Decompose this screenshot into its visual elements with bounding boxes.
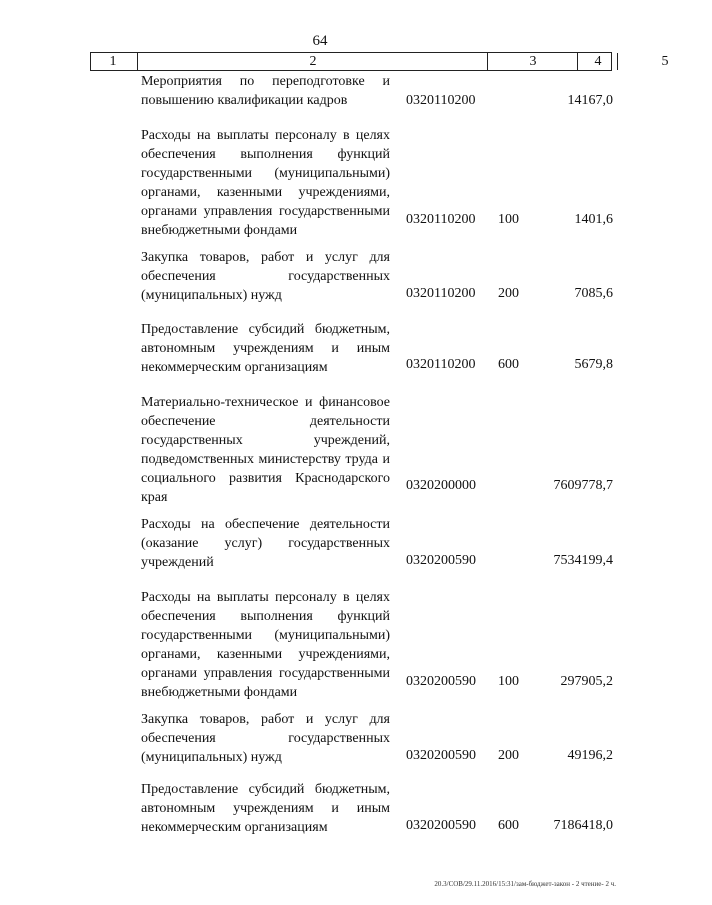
row-code: 0320110200 bbox=[406, 93, 476, 108]
row-amount: 5679,8 bbox=[574, 357, 613, 372]
column-header-1: 1 bbox=[109, 54, 117, 69]
row-description: Расходы на выплаты персоналу в целях обеспечения выполнения функций государственными (муниципальными) органами, казенными учреждениями, органами управления государственными внебюджетными фондами bbox=[141, 590, 390, 700]
column-header-2: 2 bbox=[137, 53, 488, 70]
row-code: 0320200000 bbox=[406, 478, 476, 493]
row-type: 100 bbox=[498, 674, 519, 689]
row-description: Материально-техническое и финансовое обеспечение деятельности государственных учреждений, подведомственных министерству труда и социального развития Краснодарского края bbox=[141, 395, 390, 505]
page-number: 64 bbox=[312, 33, 328, 49]
row-amount: 7186418,0 bbox=[553, 818, 613, 833]
row-description: Предоставление субсидий бюджетным, автономным учреждениям и иным некоммерческим организациям bbox=[141, 782, 390, 835]
column-header-5: 5 bbox=[617, 53, 712, 70]
row-description: Предоставление субсидий бюджетным, автономным учреждениям и иным некоммерческим организациям bbox=[141, 322, 390, 375]
row-type: 200 bbox=[498, 748, 519, 763]
row-amount: 7085,6 bbox=[574, 286, 613, 301]
row-description: Мероприятия по переподготовке и повышению квалификации кадров bbox=[141, 74, 390, 108]
row-type: 200 bbox=[498, 286, 519, 301]
table-header bbox=[90, 52, 669, 71]
row-amount: 14167,0 bbox=[567, 93, 613, 108]
row-amount: 7609778,7 bbox=[553, 478, 613, 493]
row-description: Расходы на обеспечение деятельности (оказание услуг) государственных учреждений bbox=[141, 517, 390, 570]
row-description: Закупка товаров, работ и услуг для обеспечения государственных (муниципальных) нужд bbox=[141, 250, 390, 303]
row-code: 0320110200 bbox=[406, 357, 476, 372]
document-footer: 20.3/СОВ/29.11.2016/15:31/зам-бюджет-закон - 2 чтение- 2 ч. bbox=[434, 880, 616, 888]
row-code: 0320110200 bbox=[406, 286, 476, 301]
row-code: 0320200590 bbox=[406, 674, 476, 689]
row-amount: 1401,6 bbox=[574, 212, 613, 227]
column-header-3: 3 bbox=[487, 53, 578, 70]
row-code: 0320200590 bbox=[406, 553, 476, 568]
row-code: 0320200590 bbox=[406, 748, 476, 763]
row-amount: 7534199,4 bbox=[553, 553, 613, 568]
row-amount: 297905,2 bbox=[560, 674, 613, 689]
column-header-4: 4 bbox=[577, 53, 618, 70]
row-description: Расходы на выплаты персоналу в целях обеспечения выполнения функций государственными (муниципальными) органами, казенными учреждениями, органами управления государственными внебюджетными фондами bbox=[141, 128, 390, 238]
row-type: 600 bbox=[498, 357, 519, 372]
row-description: Закупка товаров, работ и услуг для обеспечения государственных (муниципальных) нужд bbox=[141, 712, 390, 765]
row-amount: 49196,2 bbox=[567, 748, 613, 763]
row-code: 0320110200 bbox=[406, 212, 476, 227]
row-code: 0320200590 bbox=[406, 818, 476, 833]
row-type: 100 bbox=[498, 212, 519, 227]
row-type: 600 bbox=[498, 818, 519, 833]
